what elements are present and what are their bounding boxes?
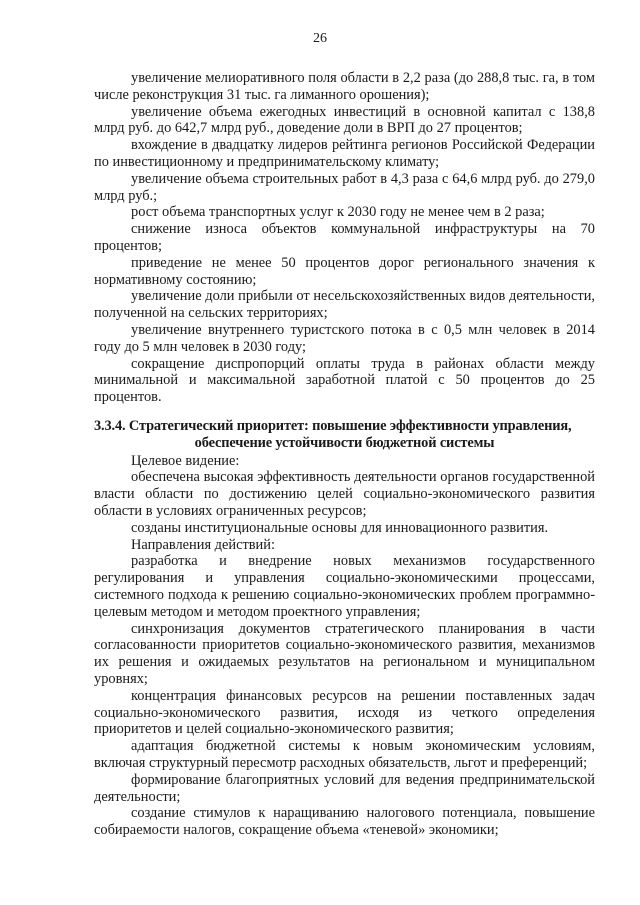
section-heading [94,418,595,452]
action-item: синхронизация документов стратегического планирования в части согласованности приоритетов социально-экономического развития, механизмов их решения и ожидаемых результатов на региональном и муниципальном уровнях; [94,620,595,687]
strategic-priority-section [94,418,595,839]
action-item: разработка и внедрение новых механизмов государственного регулирования и управления социально-экономическими процессами, системного подхода к решению социально-экономических проблем программно-целевым методом и методом проектного управления; [94,553,595,620]
list-item: приведение не менее 50 процентов дорог регионального значения к нормативному состоянию; [94,254,595,288]
action-item: концентрация финансовых ресурсов на решении поставленных задач социально-экономического развития, исходя из четкого определения приоритетов и целей социально-экономического развития; [94,687,595,738]
action-item: создание стимулов к наращиванию налогового потенциала, повышение собираемости налогов, сокращение объема «теневой» экономики; [94,805,595,839]
page-number: 26 [313,31,327,46]
vision-label: Целевое видение: [131,452,240,469]
measures-list [94,70,595,406]
action-item: формирование благоприятных условий для ведения предпринимательской деятельности; [94,771,595,805]
list-item: снижение износа объектов коммунальной инфраструктуры на 70 процентов; [94,221,595,254]
actions-label: Направления действий: [131,536,275,553]
list-item: увеличение доли прибыли от несельскохозяйственных видов деятельности, полученной на сельских территориях; [94,288,595,322]
section-heading-line-2: обеспечение устойчивости бюджетной системы [194,434,495,451]
list-item: сокращение диспропорций оплаты труда в районах области между минимальной и максимальной заработной платой с 50 процентов до 25 процентов. [94,355,595,406]
list-item: увеличение объема ежегодных инвестиций в основной капитал с 138,8 млрд руб. до 642,7 млрд руб., доведение доли в ВРП до 27 процентов; [94,103,595,137]
list-item: увеличение объема строительных работ в 4,3 раза с 64,6 млрд руб. до 279,0 млрд руб.; [94,170,595,204]
list-item: увеличение внутреннего туристского потока в с 0,5 млн человек в 2014 году до 5 млн человек в 2030 году; [94,321,595,355]
list-item: увеличение мелиоративного поля области в 2,2 раза (до 288,8 тыс. га, в том числе реконструкция 31 тыс. га лиманного орошения); [94,70,595,103]
list-item: вхождение в двадцатку лидеров рейтинга регионов Российской Федерации по инвестиционному и предпринимательскому климату; [94,137,595,170]
vision-item: обеспечена высокая эффективность деятельности органов государственной власти области по достижению целей социально-экономического развития области в условиях ограниченных ресурсов; [94,469,595,519]
list-item: рост объема транспортных услуг к 2030 году не менее чем в 2 раза; [131,204,545,221]
action-item: адаптация бюджетной системы к новым экономическим условиям, включая структурный пересмотр расходных обязательств, льгот и преференций; [94,738,595,771]
section-heading-line-1: 3.3.4. Стратегический приоритет: повышение эффективности управления, [94,418,572,434]
vision-item: созданы институциональные основы для инновационного развития. [131,519,549,536]
